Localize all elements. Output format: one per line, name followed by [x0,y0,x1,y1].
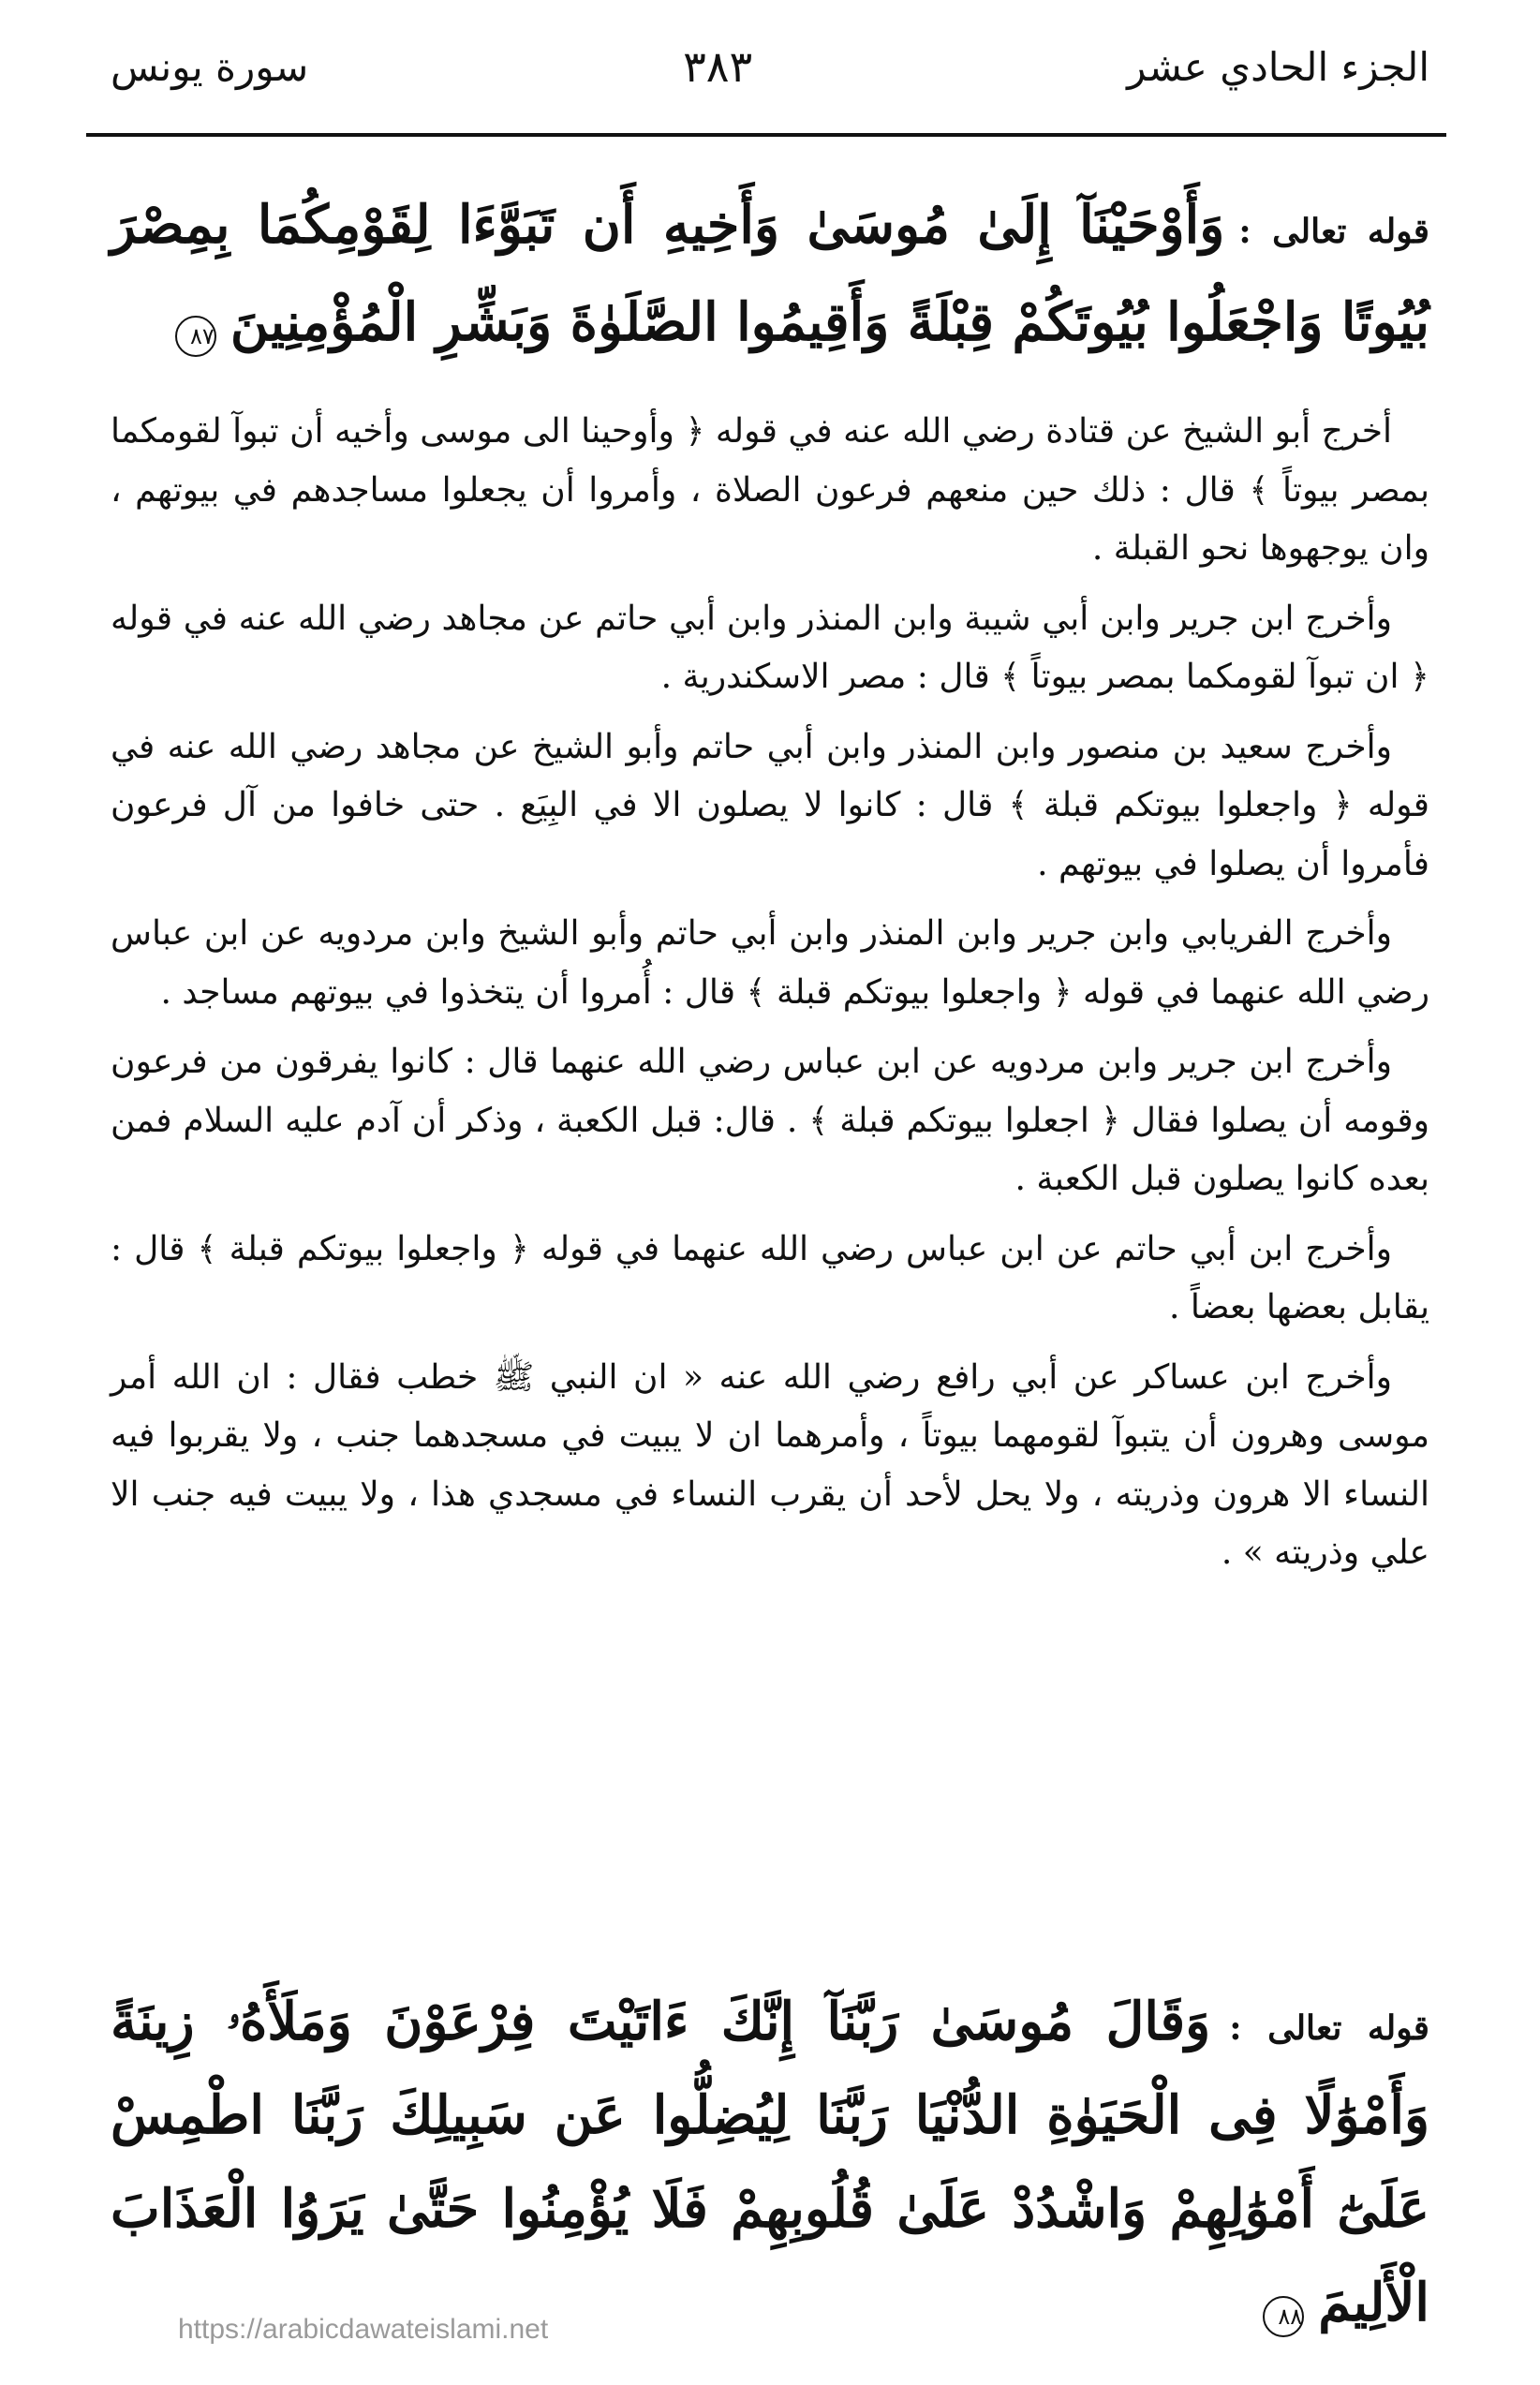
verse-text: وَأَوْحَيْنَآ إِلَىٰ مُوسَىٰ وَأَخِيهِ أَن تَبَوَّءَا لِقَوْمِكُمَا بِمِصْرَ بُيُوتًا وَاجْعَلُوا بُيُوتَكُمْ قِبْلَةً وَأَقِيمُوا الصَّلَوٰةَ وَبَشِّرِ الْمُؤْمِنِينَ [111,194,1429,353]
paragraph: وأخرج ابن أبي حاتم عن ابن عباس رضي الله عنهما في قوله ﴿ واجعلوا بيوتكم قبلة ﴾ قال : يقابل بعضها بعضاً . [111,1229,1429,1326]
ayah-number-marker: ٨٨ [1263,2296,1304,2337]
paragraph: وأخرج ابن جرير وابن أبي شيبة وابن المنذر وابن أبي حاتم عن مجاهد رضي الله عنه في قوله ﴿ ان تبوآ لقومكما بمصر بيوتاً ﴾ قال : مصر الاسكندرية . [111,599,1429,696]
paragraph: وأخرج ابن عساكر عن أبي رافع رضي الله عنه « ان النبي ﷺ خطب فقال : ان الله أمر موسى وهرون أن يتبوآ لقومهما بيوتاً ، وأمرهما ان لا يبيت في مسجدهما جنب ، ولا يقربوا فيه النساء الا هرون وذريته ، ولا يحل لأحد أن يقرب النساء في مسجدي هذا ، ولا يبيت فيه جنب الا علي وذريته » . [111,1357,1429,1572]
page-number: ٣٨٣ [683,41,753,92]
paragraph: وأخرج سعيد بن منصور وابن المنذر وابن أبي حاتم وأبو الشيخ عن مجاهد رضي الله عنه في قوله ﴿ واجعلوا بيوتكم قبلة ﴾ قال : كانوا لا يصلون الا في البِيَع . حتى خافوا من آل فرعون فأمروا أن يصلوا في بيوتهم . [111,727,1429,883]
source-watermark: https://arabicdawateislami.net [178,2314,549,2345]
verse-intro: قوله تعالى : [1238,212,1430,251]
page-header [111,34,1429,99]
juz-title: الجزء الحادي عشر [1127,43,1429,90]
quran-verse-87 [111,176,1429,371]
commentary-text [111,403,1429,1594]
paragraph: أخرج أبو الشيخ عن قتادة رضي الله عنه في قوله ﴿ وأوحينا الى موسى وأخيه أن تبوآ لقومكما بمصر بيوتاً ﴾ قال : ذلك حين منعهم فرعون الصلاة ، وأمروا أن يجعلوا مساجدهم في بيوتهم ، وان يوجهوها نحو القبلة . [111,412,1429,568]
paragraph: وأخرج الفريابي وابن جرير وابن المنذر وابن أبي حاتم وأبو الشيخ وابن مردويه عن ابن عباس رضي الله عنهما في قوله ﴿ واجعلوا بيوتكم قبلة ﴾ قال : أُمروا أن يتخذوا في بيوتهم مساجد . [111,914,1429,1012]
header-divider [86,133,1446,137]
verse-text: وَقَالَ مُوسَىٰ رَبَّنَآ إِنَّكَ ءَاتَيْتَ فِرْعَوْنَ وَمَلَأَهُۥ زِينَةً وَأَمْوَٰلًا فِى الْحَيَوٰةِ الدُّنْيَا رَبَّنَا لِيُضِلُّوا عَن سَبِيلِكَ رَبَّنَا اطْمِسْ عَلَىٰٓ أَمْوَٰلِهِمْ وَاشْدُدْ عَلَىٰ قُلُوبِهِمْ فَلَا يُؤْمِنُوا حَتَّىٰ يَرَوُا الْعَذَابَ الْأَلِيمَ [111,1991,1430,2333]
paragraph: وأخرج ابن جرير وابن مردويه عن ابن عباس رضي الله عنهما قال : كانوا يفرقون من فرعون وقومه أن يصلوا فقال ﴿ اجعلوا بيوتكم قبلة ﴾ . قال: قبل الكعبة ، وذكر أن آدم عليه السلام فمن بعده كانوا يصلون قبل الكعبة . [111,1043,1429,1198]
ayah-number-marker: ٨٧ [175,316,216,357]
verse-intro: قوله تعالى : [1229,2008,1430,2048]
surah-title: سورة يونس [111,43,309,90]
quran-verse-88 [111,1975,1429,2349]
